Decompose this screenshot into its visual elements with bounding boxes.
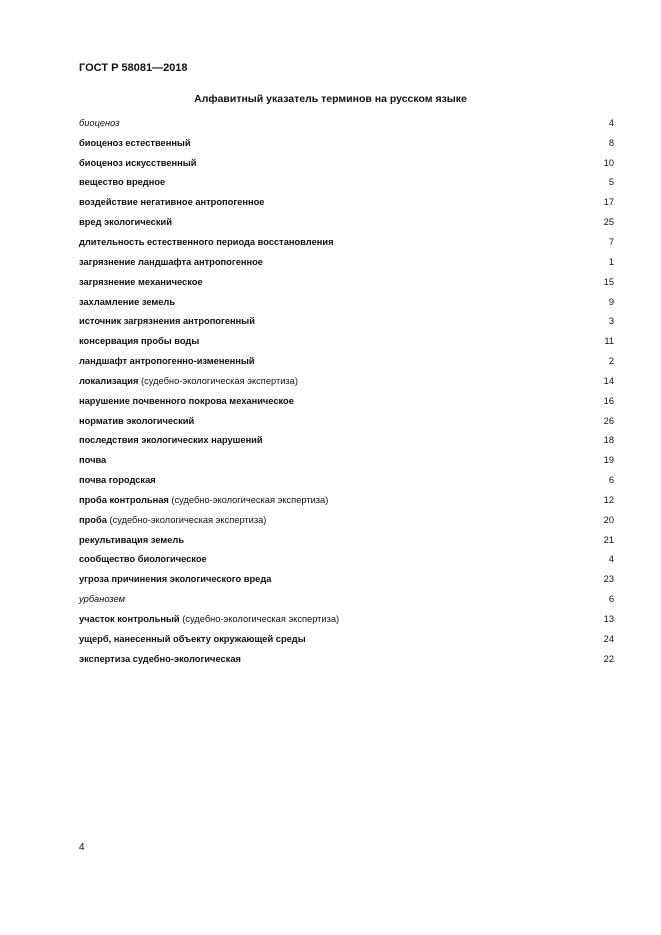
index-entry [79,292,614,312]
document-code: ГОСТ Р 58081—2018 [79,62,188,74]
entry-text [79,277,203,287]
entry-page-ref: 6 [608,594,614,605]
index-entry [79,272,614,292]
entry-term: почва [79,455,107,466]
entry-page-ref: 10 [603,157,614,168]
entry-term: сообщество биологическое [79,554,207,565]
entry-text [79,416,194,426]
index-entry [79,173,614,193]
entry-text [79,614,339,624]
entry-text [79,177,165,187]
index-entry [79,232,614,252]
index-entry [79,411,614,431]
index-entry [79,569,614,589]
entry-text [79,554,207,564]
entry-page-ref: 11 [604,336,614,347]
entry-page-ref: 2 [608,356,614,367]
entry-page-ref: 25 [603,217,614,228]
entry-term: ущерб, нанесенный объекту окружающей среды [79,633,306,644]
entry-term: источник загрязнения антропогенный [79,316,255,327]
entry-page-ref: 17 [603,197,614,208]
entry-text [79,297,175,307]
index-entry [79,609,614,629]
index-entry [79,311,614,331]
index-entry [79,371,614,391]
entry-text [79,594,125,604]
entry-note: (судебно-экологическая экспертиза) [182,614,340,625]
index-entry [79,490,614,510]
entry-page-ref: 4 [608,117,614,128]
entry-term: экспертиза судебно-экологическая [79,653,241,664]
entry-text [79,376,298,386]
index-entry [79,153,614,173]
terms-index [79,113,614,669]
index-entry [79,450,614,470]
entry-term: длительность естественного периода восстановления [79,236,334,247]
index-entry [79,252,614,272]
entry-page-ref: 26 [603,415,614,426]
page-number: 4 [79,842,85,853]
entry-text [79,217,172,227]
index-entry [79,331,614,351]
entry-term: вещество вредное [79,177,166,188]
entry-term: норматив экологический [79,415,195,426]
entry-term: почва городская [79,475,156,486]
entry-text [79,495,328,505]
entry-term: участок контрольный [79,614,180,625]
entry-note: (судебно-экологическая экспертиза) [171,494,329,505]
entry-page-ref: 24 [603,633,614,644]
index-entry [79,133,614,153]
entry-term: урбанозем [79,594,126,605]
entry-page-ref: 12 [603,494,614,505]
entry-page-ref: 20 [603,514,614,525]
entry-term: загрязнение механическое [79,276,203,287]
entry-page-ref: 22 [603,653,614,664]
entry-page-ref: 3 [608,316,614,327]
index-entry [79,431,614,451]
entry-page-ref: 14 [603,375,614,386]
entry-page-ref: 7 [608,236,614,247]
entry-term: рекультивация земель [79,534,185,545]
index-entry [79,113,614,133]
entry-text [79,515,266,525]
index-entry [79,510,614,530]
entry-term: захламление земель [79,296,176,307]
entry-page-ref: 15 [603,276,614,287]
entry-text [79,158,196,168]
entry-text [79,396,294,406]
index-entry [79,391,614,411]
entry-text [79,197,264,207]
entry-text [79,237,334,247]
entry-term: биоценоз искусственный [79,157,197,168]
index-entry [79,351,614,371]
entry-text [79,574,271,584]
entry-text [79,435,263,445]
entry-page-ref: 9 [608,296,614,307]
entry-term: биоценоз [79,117,120,128]
entry-term: последствия экологических нарушений [79,435,263,446]
entry-term: нарушение почвенного покрова механическое [79,395,294,406]
entry-page-ref: 23 [603,574,614,585]
index-entry [79,629,614,649]
entry-page-ref: 19 [603,455,614,466]
entry-term: проба [79,514,107,525]
entry-page-ref: 5 [608,177,614,188]
entry-page-ref: 13 [603,614,614,625]
entry-term: угроза причинения экологического вреда [79,574,272,585]
entry-note: (судебно-экологическая экспертиза) [109,514,267,525]
index-entry [79,589,614,609]
index-entry [79,649,614,669]
entry-term: консервация пробы воды [79,336,200,347]
entry-text [79,336,199,346]
entry-term: ландшафт антропогенно-измененный [79,356,255,367]
entry-term: проба контрольная [79,494,169,505]
index-title: Алфавитный указатель терминов на русском языке [194,93,467,105]
entry-term: вред экологический [79,217,172,228]
entry-page-ref: 1 [608,256,614,267]
entry-term: локализация [79,375,139,386]
index-entry [79,192,614,212]
index-entry [79,550,614,570]
entry-text [79,316,255,326]
entry-term: загрязнение ландшафта антропогенное [79,256,263,267]
entry-page-ref: 4 [608,554,614,565]
entry-term: биоценоз естественный [79,137,191,148]
entry-page-ref: 16 [603,395,614,406]
entry-note: (судебно-экологическая экспертиза) [141,375,298,386]
index-entry [79,212,614,232]
entry-page-ref: 8 [608,137,614,148]
entry-text [79,535,184,545]
entry-text [79,654,241,664]
entry-text [79,257,263,267]
entry-text [79,475,156,485]
entry-page-ref: 6 [608,475,614,486]
entry-text [79,356,255,366]
entry-page-ref: 18 [603,435,614,446]
entry-text [79,118,120,128]
entry-text [79,138,191,148]
entry-term: воздействие негативное антропогенное [79,197,265,208]
entry-page-ref: 21 [603,534,614,545]
index-entry [79,530,614,550]
entry-text [79,455,106,465]
index-entry [79,470,614,490]
entry-text [79,634,306,644]
